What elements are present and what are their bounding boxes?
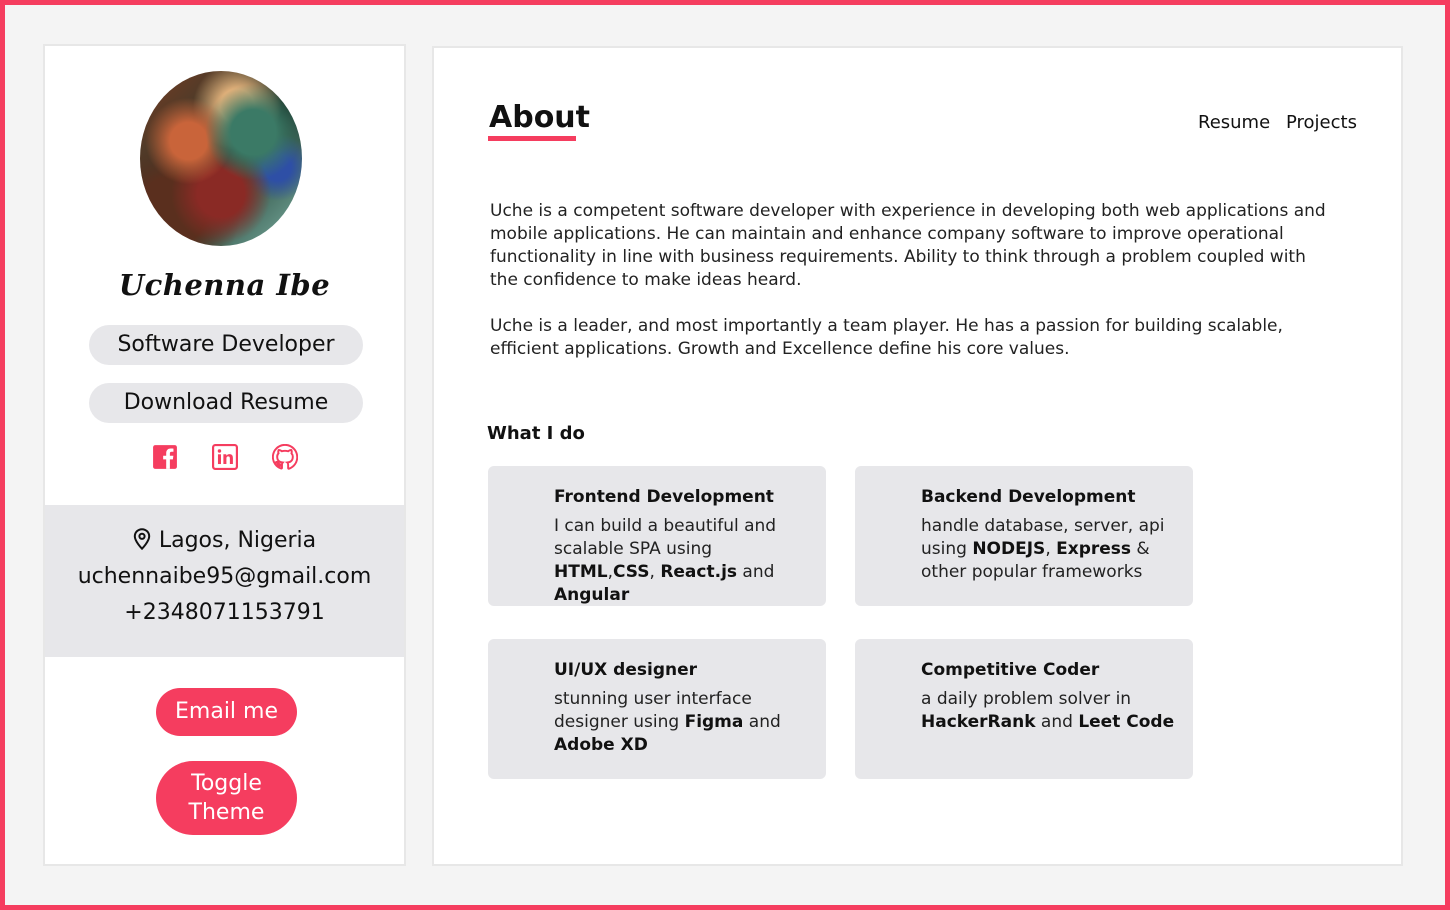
download-resume-button[interactable]: Download Resume	[89, 383, 363, 423]
avatar	[140, 71, 302, 246]
location-pin-icon	[133, 528, 151, 550]
toggle-theme-button[interactable]	[156, 761, 297, 835]
service-title: UI/UX designer	[554, 660, 697, 680]
service-description: stunning user interface designer using Figma and Adobe XD	[554, 689, 781, 755]
location-row	[45, 523, 404, 559]
service-card-uiux	[488, 639, 826, 779]
profile-sidebar	[43, 44, 406, 866]
service-card-competitive	[855, 639, 1193, 779]
job-title-badge: Software Developer	[89, 325, 363, 365]
service-title: Frontend Development	[554, 487, 774, 507]
service-card-backend	[855, 466, 1193, 606]
nav-projects-link[interactable]: Projects	[1286, 112, 1357, 133]
email-me-button[interactable]: Email me	[156, 688, 297, 736]
github-icon[interactable]	[272, 444, 298, 470]
what-i-do-heading: What I do	[487, 423, 585, 444]
title-underline	[488, 136, 576, 141]
phone-text[interactable]: +2348071153791	[124, 600, 325, 625]
email-text[interactable]: uchennaibe95@gmail.com	[77, 564, 372, 589]
service-description: a daily problem solver in HackerRank and Leet Code	[921, 689, 1175, 732]
service-description: handle database, server, api using NODEJS, Express & other popular frameworks	[921, 516, 1165, 582]
about-paragraph: Uche is a leader, and most importantly a team player. He has a passion for building scalable, efficient applications. Growth and Excellence define his core values.	[490, 316, 1283, 359]
service-description: I can build a beautiful and scalable SPA using HTML,CSS, React.js and Angular	[554, 516, 777, 605]
about-text	[490, 200, 1335, 361]
nav-resume-link[interactable]: Resume	[1198, 112, 1271, 133]
linkedin-icon[interactable]	[212, 444, 238, 470]
service-title: Backend Development	[921, 487, 1136, 507]
social-links	[45, 444, 404, 470]
main-panel	[432, 46, 1403, 866]
profile-name: Uchenna Ibe	[118, 268, 331, 302]
about-paragraph: Uche is a competent software developer with experience in developing both web applications and mobile applications. He can maintain and enhance company software to improve operational functionality in line with business requirements. Ability to think through a problem coupled with the confidence to make ideas heard.	[490, 201, 1326, 290]
contact-info	[45, 505, 404, 657]
page-title: About	[489, 100, 591, 135]
service-title: Competitive Coder	[921, 660, 1100, 680]
location-text: Lagos, Nigeria	[158, 528, 317, 553]
toggle-theme-label-line2: Theme	[188, 800, 265, 825]
toggle-theme-label-line1: Toggle	[191, 771, 262, 796]
service-card-frontend	[488, 466, 826, 606]
facebook-icon[interactable]	[152, 444, 178, 470]
